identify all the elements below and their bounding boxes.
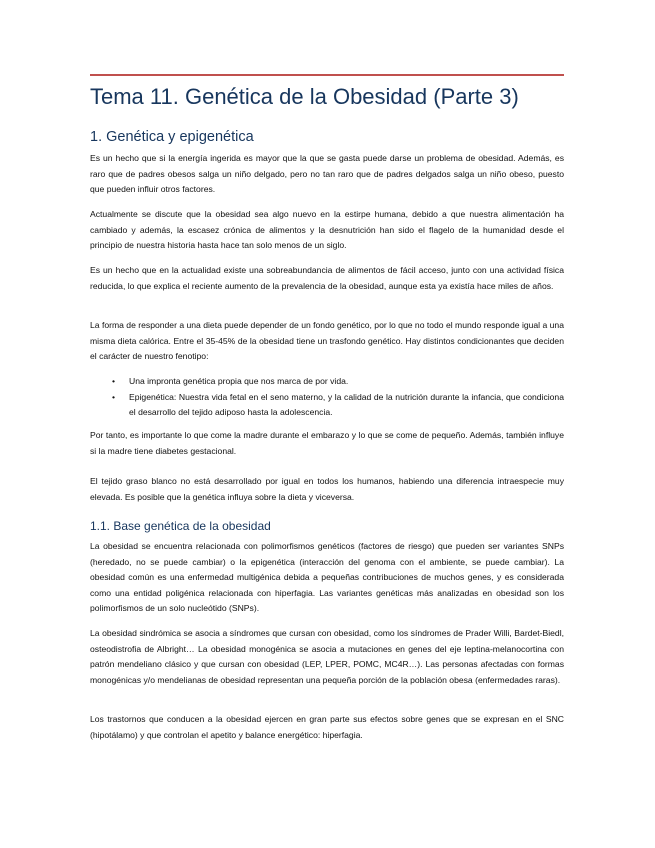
list-item <box>90 390 564 421</box>
bullet-icon: • <box>112 376 116 386</box>
list-item-text: Epigenética: Nuestra vida fetal en el seno materno, y la calidad de la nutrición durante la infancia, que condiciona el desarrollo del tejido adiposo hasta la adolescencia. <box>129 391 564 418</box>
subsection-heading-base-genetica: 1.1. Base genética de la obesidad <box>90 519 271 533</box>
title-rule <box>90 74 564 76</box>
bullet-icon: • <box>112 391 116 402</box>
paragraph-4: La forma de responder a una dieta puede depender de un fondo genético, por lo que no todo el mundo responde igual a una misma dieta calórica. Entre el 35-45% de la obesidad tiene un trasfondo genético. Hay distintos condicionantes que deciden el carácter de nuestro fenotipo: <box>90 320 564 362</box>
paragraph-8: La obesidad sindrómica se asocia a síndromes que cursan con obesidad, como los síndromes de Prader Willi, Bardet-Biedl, osteodistrofia de Albright… La obesidad monogénica se asocia a mutaciones en genes del eje leptina-melanocortina con patrón mendeliano clásico y que cursan con obesidad (LEP, LPER, POMC, MC4R…). Las personas afectadas con formas monogénicas y/o mendelianas de obesidad representan una pequeña porción de la población obesa (enfermedades raras). <box>90 628 564 685</box>
paragraph-3: Es un hecho que en la actualidad existe una sobreabundancia de alimentos de fácil acceso, junto con una actividad física reducida, lo que explica el reciente aumento de la prevalencia de la obesidad, aunque esta ya existía hace miles de años. <box>90 265 564 291</box>
paragraph-9: Los trastornos que conducen a la obesidad ejercen en gran parte sus efectos sobre genes que se expresan en el SNC (hipotálamo) y que controlan el apetito y balance energético: hiperfagia. <box>90 714 564 740</box>
paragraph-5: Por tanto, es importante lo que come la madre durante el embarazo y lo que se come de pequeño. Además, también influye si la madre tiene diabetes gestacional. <box>90 430 564 456</box>
paragraph-2: Actualmente se discute que la obesidad sea algo nuevo en la estirpe humana, debido a que nuestra alimentación ha cambiado y además, la escasez crónica de alimentos y la desnutrición han sido el flagelo de la humanidad desde el principio de nuestra historia hasta hace tan solo menos de un siglo. <box>90 209 564 251</box>
page-title: Tema 11. Genética de la Obesidad (Parte 3) <box>90 84 519 109</box>
paragraph-6: El tejido graso blanco no está desarrollado por igual en todos los humanos, habiendo una diferencia intraespecie muy elevada. Es posible que la genética influya sobre la dieta y viceversa. <box>90 476 564 502</box>
list-item-text: Una impronta genética propia que nos marca de por vida. <box>129 376 349 386</box>
paragraph-1: Es un hecho que si la energía ingerida es mayor que la que se gasta puede darse un problema de obesidad. Además, es raro que de padres obesos salga un niño delgado, pero no tan raro que de padres delgados salga un niño obeso, puesto que pueden influir otros factores. <box>90 153 564 195</box>
section-heading-genetica: 1. Genética y epigenética <box>90 129 254 145</box>
list-item <box>90 374 564 390</box>
conditions-list <box>90 374 564 421</box>
paragraph-7: La obesidad se encuentra relacionada con polimorfismos genéticos (factores de riesgo) que pueden ser variantes SNPs (heredado, no se puede cambiar) o la epigenética (interacción del genoma con el ambiente, se puede cambiar). La obesidad común es una enfermedad multigénica debida a pequeñas contribuciones de muchos genes, y es considerada como una entidad poligénica relacionada con hiperfagia. Las variantes genéticas más analizadas en obesidad son los polimorfismos de un solo nucleótido (SNPs). <box>90 541 564 614</box>
